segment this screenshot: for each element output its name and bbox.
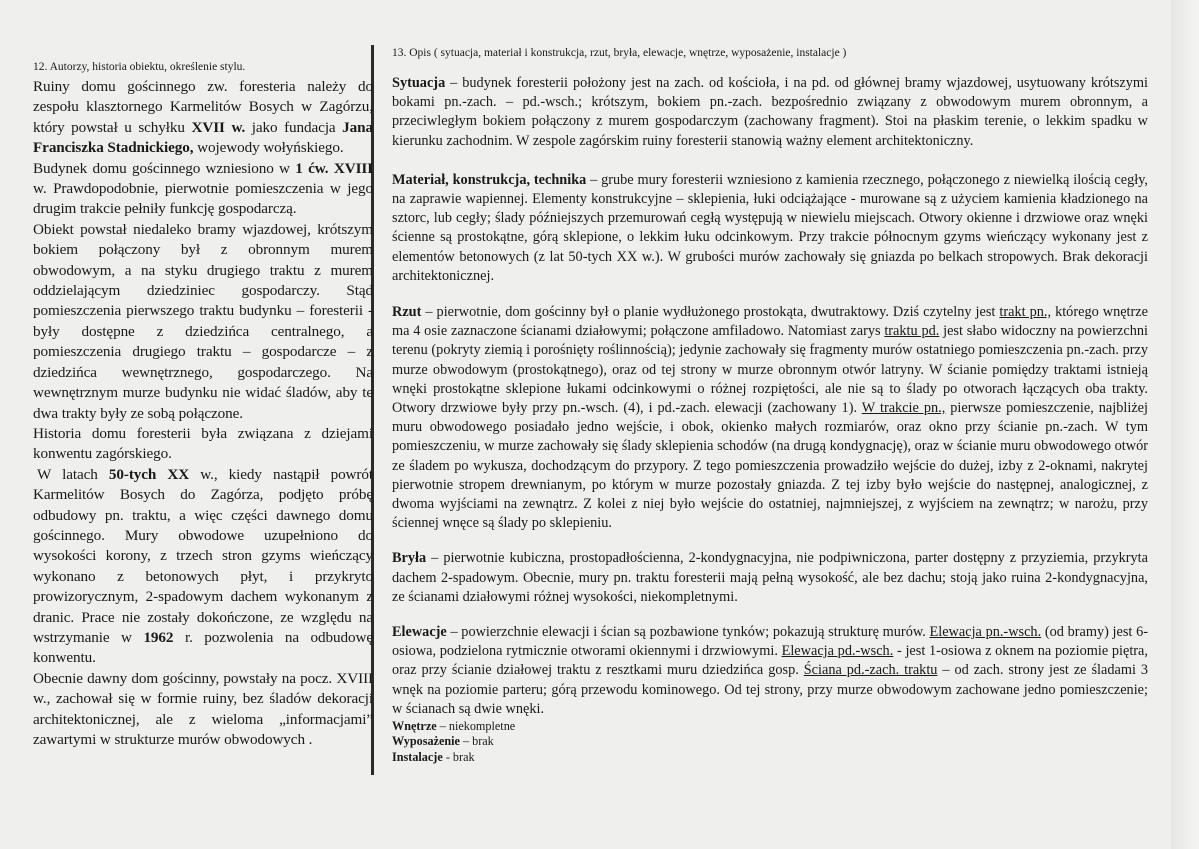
material-paragraph: Materiał, konstrukcja, technika – grube mury foresterii wzniesiono z kamienia rzecznego, połączonego z niewielką ilością cegły, na zaprawie wapiennej. Elementy konstrukcyjne – sklepienia, łuki odciążające - murowane są z użyciem kamienia kładzionego na sztorc, lub cegły; ślady późniejszych przemurowań cegłą występują w niewielu miejscach. Otwory okienne i drzwiowe oraz wnęki ścienne są prostokątne, górą sklepione, o lekkim łuku odcinkowym. Przy trakcie północnym gzyms wieńczący wykonany jest z elementów betonowych (z lat 50-tych XX w.). W grubości murów zachowały się gniazda po belkach stropowych. Brak dekoracji architektonicznej. [392, 171, 1148, 284]
section-12-body [33, 77, 373, 750]
wnetrze-line: Wnętrze – niekompletne [392, 719, 516, 734]
bryla-paragraph: Bryła – pierwotnie kubiczna, prostopadłościenna, 2-kondygnacyjna, nie podpiwniczona, parter dostępny z przyziemia, przykryta dachem 2-spadowym. Obecnie, mury pn. traktu foresterii mają pełną wysokość, ale bez dachu; stoją jako ruina 2-kondygnacyjna, ze ścianami działowymi różnej wysokości, niekompletnymi. [392, 550, 1148, 605]
right-column [392, 46, 1148, 765]
history-paragraph-6: Obecnie dawny dom gościnny, powstały na pocz. XVIII w., zachował się w formie ruiny, bez śladów dekoracji architektonicznej, ale z wieloma „informacjami” zawartymi w strukturze murów obwodowych . [33, 669, 373, 748]
material-label: Materiał, konstrukcja, technika [392, 171, 587, 188]
sytuacja-paragraph: Sytuacja – budynek foresterii położony jest na zach. od kościoła, i na pd. od głównej bramy wjazdowej, usytuowany krótszymi bokami pn.-zach. – pd.-wsch.; krótszym, bokiem pn.-zach. bezpośrednio związany z obwodowym murem obronnym, a przeciwległym bokiem połączony z murem gospodarczym (zachowany fragment). Stoi na płaskim terenie, o lekkim spadku w kierunku zachodnim. W zespole zagórskim ruiny foresterii stanowią ważny element architektoniczny. [392, 75, 1148, 149]
history-paragraph-2: Budynek domu gościnnego wzniesiono w 1 ćw. XVIII w. Prawdopodobnie, pierwotnie pomieszczenia w jego drugim trakcie pełniły funkcję gospodarczą. [33, 159, 373, 218]
elewacje-label: Elewacje [392, 624, 447, 641]
left-column [33, 60, 373, 750]
page-edge [1171, 0, 1199, 849]
history-paragraph-4: Historia domu foresterii była związana z dziejami konwentu zagórskiego. [33, 424, 373, 463]
instalacje-line: Instalacje - brak [392, 749, 475, 764]
section-13-heading: 13. Opis ( sytuacja, materiał i konstrukcja, rzut, bryła, elewacje, wnętrze, wyposażenie, instalacje ) [392, 47, 847, 59]
rzut-label: Rzut [392, 304, 422, 321]
wyposazenie-line: Wyposażenie – brak [392, 734, 494, 749]
history-paragraph-3: Obiekt powstał niedaleko bramy wjazdowej, krótszym bokiem połączony był z obronnym murem obwodowym, a na styku drugiego traktu z murem oddzielającym dziedziniec gospodarczy. Stąd pomieszczenia pierwszego traktu budynku – foresterii - były dostępne z dziedzińca centralnego, a pomieszczenia drugiego traktu – gospodarcze – z dziedzińca wewnętrznego, gospodarczego. Na wewnętrznym murze budynku nie widać śladów, aby te dwa trakty były ze sobą połączone. [33, 220, 373, 422]
elewacje-paragraph: Elewacje – powierzchnie elewacji i ścian są pozbawione tynków; pokazują strukturę murów. Elewacja pn.-wsch. (od bramy) jest 6-osiowa, podzielona rytmicznie otworami okiennymi i drzwiowymi. Elewacja pd.-wsch. - jest 1-osiowa z oknem na poziomie piętra, oraz przy ścianie działowej traktu z resztkami muru dziedzińca gosp. Ściana pd.-zach. traktu – od zach. strony jest ze śladami 3 wnęk na poziomie parteru; górą przewodu kominowego. Od tej strony, przy murze obwodowym zachowane jedno pomieszczenie; w ścianach są dwie wnęki. [392, 624, 1149, 717]
history-paragraph-1: Ruiny domu gościnnego zw. foresteria należy do zespołu klasztornego Karmelitów Bosych w Zagórzu, który powstał u schyłku XVII w. jako fundacja Jana Franciszka Stadnickiego, wojewody wołyńskiego. [33, 78, 373, 157]
history-paragraph-5: W latach 50-tych XX w., kiedy nastąpił powrót Karmelitów Bosych do Zagórza, podjęto próbę odbudowy pn. traktu, a więc części dawnego domu gościnnego. Mury obwodowe uzupełniono do wysokości korony, z trzech stron gzyms wieńczący wykonano z betonowych płyt, i przykryto prowizorycznym, 2-spadowym dachem wykonanym z dranic. Prace nie zostały dokończone, ze względu na wstrzymanie w 1962 r. pozwolenia na odbudowę konwentu. [33, 465, 373, 667]
sytuacja-label: Sytuacja [392, 75, 446, 91]
bryla-label: Bryła [392, 550, 427, 567]
rzut-paragraph: Rzut – pierwotnie, dom gościnny był o planie wydłużonego prostokąta, dwutraktowy. Dziś czytelny jest trakt pn., którego wnętrze ma 4 osie zaznaczone ścianami działowymi; połączone amfiladowo. Natomiast zarys traktu pd. jest słabo widoczny na powierzchni terenu (pokryty ziemią i porośnięty roślinnością); jedynie zachowały się fragmenty murów ostatniego pomieszczenia pn.-zach. przy murze obwodowym (prostokątnego), oraz od tej strony w murze obronnym otwór latryny. W ścianie pomiędzy traktami istnieją wnęki prostokątne sklepione łukami odcinkowymi o różnej rozpiętości, ale nie są to ślady po otworach łączących oba trakty. Otwory drzwiowe były przy pn.-wsch. (4), i pd.-zach. elewacji (zachowany 1). W trakcie pn., pierwsze pomieszczenie, najbliżej muru obwodowego posiadało jedno wejście, i obok, okienko małych rozmiarów, oraz okno przy ścianie pn.-zach. W tym pomieszczeniu, w murze zachowały się ślady sklepienia schodów (na drugą kondygnację), oraz w ścianie muru obwodowego otwór ze śladem po wykusza, dochodzącym do przypory. Z tego pomieszczenia prowadziło wejście do dużej, izby z 2-oknami, nakrytej pierwotnie stropem drewnianym, po którym w murze pozostały gniazda. Z tej izby było wejście do następnej, analogicznej, z dwoma wyjściami na zewnątrz. Z kolei z niej było wejście do ostatniej, najmniejszej, z wyjściem na zewnątrz; w narożu, przy ściennej wnęce są ślady po sklepieniu. [392, 304, 1148, 532]
section-12-heading: 12. Autorzy, historia obiektu, określenie stylu. [33, 61, 246, 73]
